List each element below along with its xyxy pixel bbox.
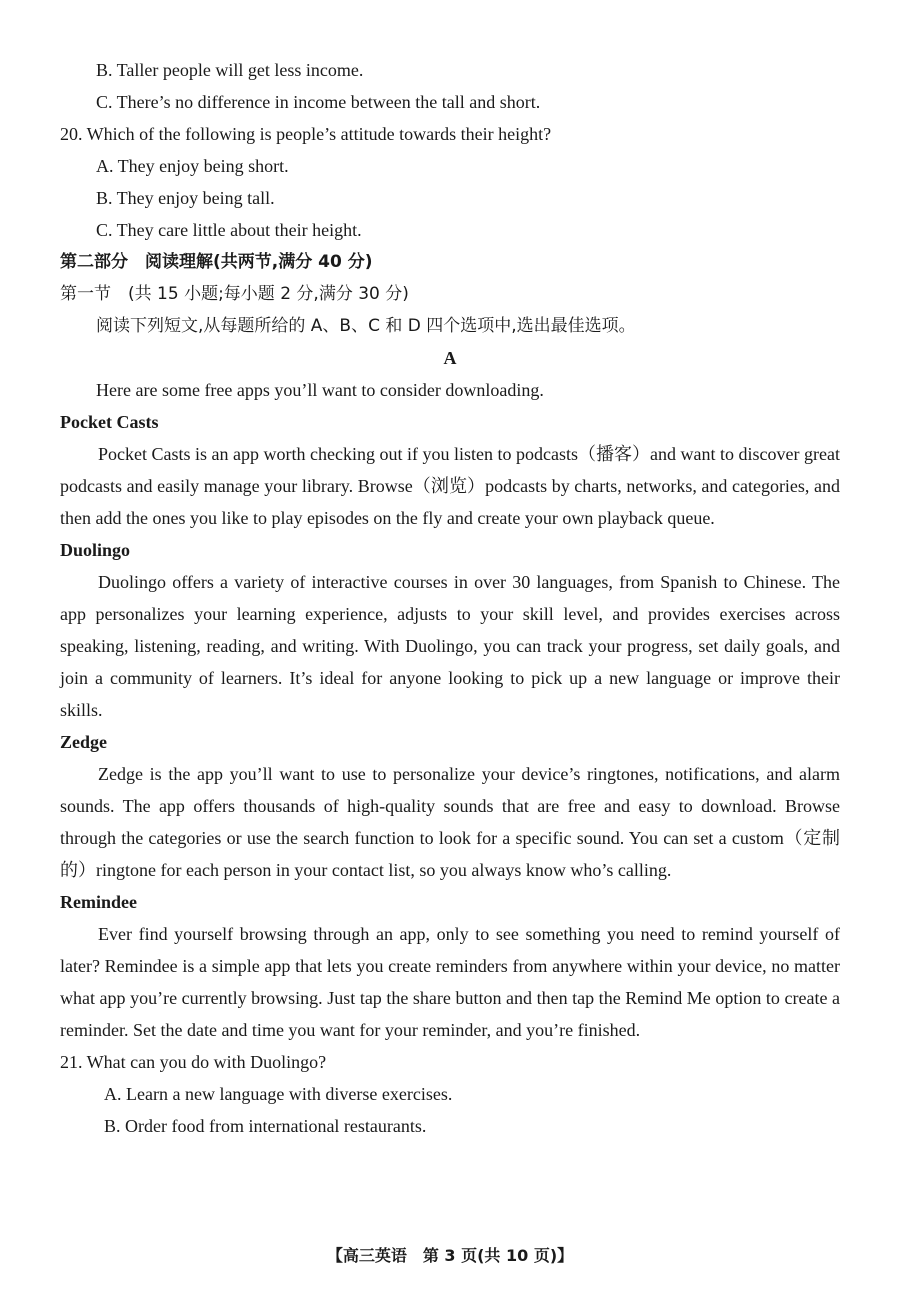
q21-option-b: B. Order food from international restaurants. xyxy=(104,1116,427,1136)
passage-label: A xyxy=(443,348,457,368)
app-text-pocket-casts: Pocket Casts is an app worth checking out if you listen to podcasts（播客）and want to discover great podcasts and easily manage your library. Browse（浏览）podcasts by charts, networks, and categories, and then add the ones you like to play episodes on the fly and create your own playback queue. xyxy=(60,444,840,528)
app-heading-pocket-casts: Pocket Casts xyxy=(60,412,159,432)
passage-intro: Here are some free apps you’ll want to consider downloading. xyxy=(96,380,544,400)
exam-page xyxy=(60,54,840,1142)
q21-option-a: A. Learn a new language with diverse exercises. xyxy=(104,1084,453,1104)
app-text-zedge: Zedge is the app you’ll want to use to personalize your device’s ringtones, notifications, and alarm sounds. The app offers thousands of high-quality sounds that are free and easy to download. Browse through the categories or use the search function to look for a specific sound. You can set a custom（定制的）ringtone for each person in your contact list, so you always know who’s calling. xyxy=(60,764,840,880)
app-heading-remindee: Remindee xyxy=(60,892,137,912)
app-text-duolingo: Duolingo offers a variety of interactive courses in over 30 languages, from Spanish to Chinese. The app personalizes your learning experience, adjusts to your skill level, and provides exercises across speaking, listening, reading, and writing. With Duolingo, you can track your progress, set daily goals, and join a community of learners. It’s ideal for anyone looking to pick up a new language or improve their skills. xyxy=(60,572,840,720)
app-heading-zedge: Zedge xyxy=(60,732,107,752)
app-text-remindee: Ever find yourself browsing through an app, only to see something you need to remind yourself of later? Remindee is a simple app that lets you create reminders from anywhere within your device, no matter what app you’re currently browsing. Just tap the share button and then tap the Remind Me option to create a reminder. Set the date and time you want for your reminder, and you’re finished. xyxy=(60,924,840,1040)
page-footer: 【高三英语 第 3 页(共 10 页)】 xyxy=(326,1246,574,1265)
part2-title: 第二部分 阅读理解(共两节,满分 40 分) xyxy=(60,252,373,272)
q19-option-c: C. There’s no difference in income between the tall and short. xyxy=(96,92,541,112)
reading-instruction: 阅读下列短文,从每题所给的 A、B、C 和 D 四个选项中,选出最佳选项。 xyxy=(96,316,636,336)
section1-title: 第一节 (共 15 小题;每小题 2 分,满分 30 分) xyxy=(60,284,409,304)
q20-option-c: C. They care little about their height. xyxy=(96,220,362,240)
q20-option-a: A. They enjoy being short. xyxy=(96,156,289,176)
q19-option-b: B. Taller people will get less income. xyxy=(96,60,364,80)
q21-stem: 21. What can you do with Duolingo? xyxy=(60,1052,327,1072)
q20-option-b: B. They enjoy being tall. xyxy=(96,188,275,208)
q20-stem: 20. Which of the following is people’s attitude towards their height? xyxy=(60,124,552,144)
app-heading-duolingo: Duolingo xyxy=(60,540,131,560)
